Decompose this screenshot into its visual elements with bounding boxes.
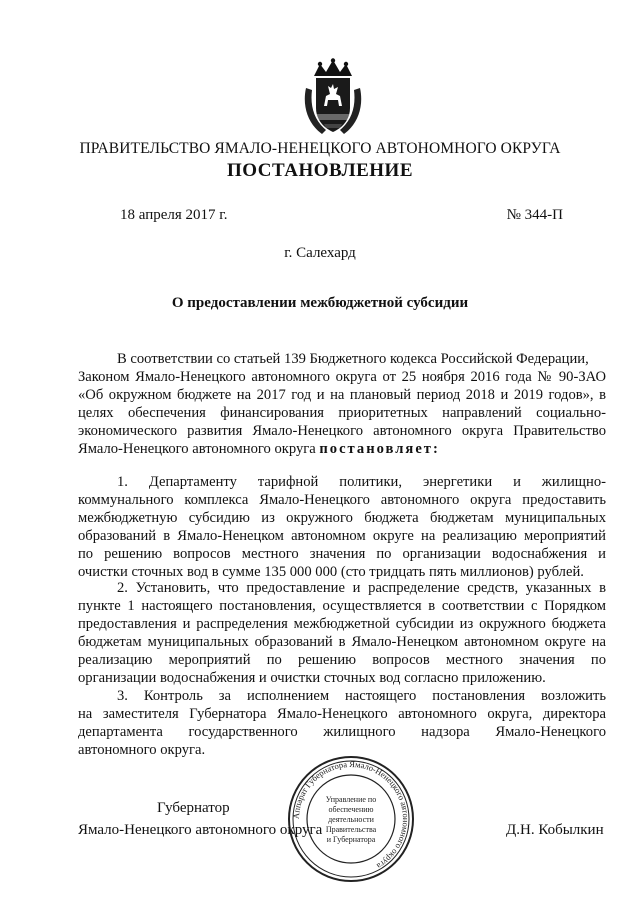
stamp-text-line: обеспечению: [328, 805, 374, 814]
organization-title: ПРАВИТЕЛЬСТВО ЯМАЛО-НЕНЕЦКОГО АВТОНОМНОГО ОКРУГА: [79, 140, 561, 157]
signatory-name: Д.Н. Кобылкин: [506, 822, 604, 838]
item-line: департамента государственного жилищного надзора Ямало-Ненецкого: [78, 724, 606, 740]
document-date: 18 апреля 2017 г.: [120, 207, 228, 223]
item-line: организации водоснабжения и очистки сточных вод согласно приложению.: [78, 670, 546, 686]
stamp-text-line: и Губернатора: [326, 835, 376, 844]
item-line: очистки сточных вод в сумме 135 000 000 (сто тридцать пять миллионов) рублей.: [78, 564, 584, 580]
item-line: автономного округа.: [78, 742, 206, 758]
item-line: на заместителя Губернатора Ямало-Ненецкого автономного округа, директора: [78, 706, 606, 722]
item-line: 2. Установить, что предоставление и распределение средств, указанных в: [117, 580, 606, 596]
item-line: 3. Контроль за исполнением настоящего постановления возложить: [117, 688, 606, 704]
decree-word: постановляет:: [319, 441, 440, 457]
item-line: межбюджетную субсидию из окружного бюджета бюджетам муниципальных: [78, 510, 606, 526]
document-city: г. Салехард: [284, 245, 356, 261]
stamp-ring-text: Аппарат Губернатора Ямало-Ненецкого автономного округа: [290, 758, 412, 872]
stamp-text-line: Правительства: [325, 825, 377, 834]
item-line: бюджетам муниципальных образований в Ямало-Ненецком автономном округе на: [78, 634, 606, 650]
preamble-line: Ямало-Ненецкого автономного округа: [78, 441, 316, 457]
preamble-last-line: [78, 441, 440, 458]
official-seal-stamp: [286, 754, 416, 884]
document-number: № 344-П: [506, 207, 563, 223]
preamble-line: В соответствии со статьей 139 Бюджетного кодекса Российской Федерации,: [117, 351, 589, 367]
item-line: реализацию мероприятий по решению вопросов местного значения по: [78, 652, 606, 668]
signature-title: Губернатор: [157, 800, 230, 816]
item-line: предоставления и распределения межбюджетной субсидии из окружного бюджета: [78, 616, 606, 632]
document-subject: О предоставлении межбюджетной субсидии: [171, 295, 469, 311]
preamble-line: целях обеспечения финансирования приоритетных направлений социально-: [78, 405, 606, 421]
preamble-line: Законом Ямало-Ненецкого автономного округа от 25 ноября 2016 года № 90-ЗАО: [78, 369, 606, 385]
item-line: пункте 1 настоящего постановления, осуществляется в соответствии с Порядком: [78, 598, 606, 614]
signature-organization: Ямало-Ненецкого автономного округа: [78, 822, 323, 838]
item-line: 1. Департаменту тарифной политики, энергетики и жилищно-: [117, 474, 606, 490]
preamble-line: экономического развития Ямало-Ненецкого автономного округа Правительство: [78, 423, 606, 439]
preamble-line: «Об окружном бюджете на 2017 год и на плановый период 2018 и 2019 годов», в: [78, 387, 606, 403]
document-type-heading: ПОСТАНОВЛЕНИЕ: [226, 160, 414, 181]
item-line: коммунального комплекса Ямало-Ненецкого автономного округа предоставить: [78, 492, 606, 508]
coat-of-arms-emblem: [300, 58, 366, 138]
item-line: по решению вопросов местного значения по организации водоснабжения и: [78, 546, 606, 562]
stamp-text-line: Управление по: [325, 795, 377, 804]
item-line: образований в Ямало-Ненецком автономном округе на реализацию мероприятий: [78, 528, 606, 544]
stamp-text-line: деятельности: [328, 815, 374, 824]
